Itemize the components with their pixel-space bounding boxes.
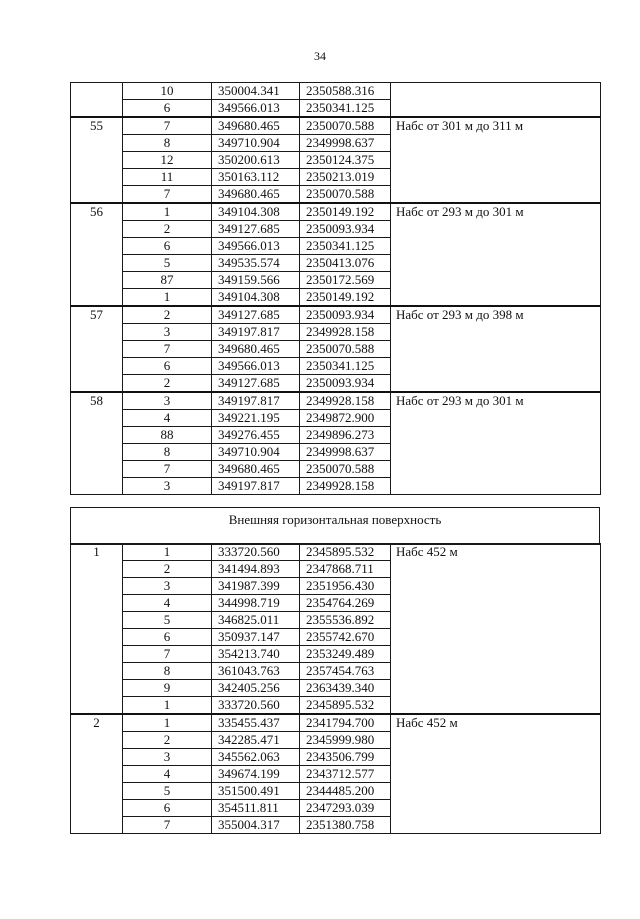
x-coordinate: 349680.465 [212,461,300,478]
x-coordinate: 342285.471 [212,732,300,749]
y-coordinate: 2350070.588 [300,117,391,135]
x-coordinate: 349680.465 [212,186,300,204]
y-coordinate: 2357454.763 [300,663,391,680]
point-number: 3 [123,478,212,495]
y-coordinate: 2350070.588 [300,341,391,358]
zone-number [71,83,123,118]
x-coordinate: 349104.308 [212,289,300,307]
point-number: 5 [123,255,212,272]
x-coordinate: 349710.904 [212,444,300,461]
y-coordinate: 2350172.569 [300,272,391,289]
point-number: 2 [123,306,212,324]
x-coordinate: 349680.465 [212,341,300,358]
x-coordinate: 344998.719 [212,595,300,612]
y-coordinate: 2363439.340 [300,680,391,697]
x-coordinate: 345562.063 [212,749,300,766]
point-number: 6 [123,238,212,255]
point-number: 2 [123,221,212,238]
y-coordinate: 2349998.637 [300,444,391,461]
point-number: 1 [123,203,212,221]
y-coordinate: 2354764.269 [300,595,391,612]
y-coordinate: 2350070.588 [300,461,391,478]
y-coordinate: 2350149.192 [300,289,391,307]
x-coordinate: 355004.317 [212,817,300,834]
x-coordinate: 333720.560 [212,697,300,715]
y-coordinate: 2350093.934 [300,221,391,238]
y-coordinate: 2345895.532 [300,697,391,715]
point-number: 4 [123,766,212,783]
y-coordinate: 2350341.125 [300,358,391,375]
point-number: 5 [123,783,212,800]
zone-number: 55 [71,117,123,203]
point-number: 1 [123,714,212,732]
y-coordinate: 2350070.588 [300,186,391,204]
point-number: 12 [123,152,212,169]
point-number: 2 [123,375,212,393]
height-note: Набс от 293 м до 301 м [391,392,601,495]
point-number: 8 [123,135,212,152]
y-coordinate: 2349998.637 [300,135,391,152]
x-coordinate: 349674.199 [212,766,300,783]
y-coordinate: 2350093.934 [300,306,391,324]
height-note: Набс 452 м [391,714,601,834]
point-number: 5 [123,612,212,629]
table-row [71,203,601,221]
y-coordinate: 2349928.158 [300,478,391,495]
point-number: 88 [123,427,212,444]
table1-body [71,83,601,495]
point-number: 7 [123,817,212,834]
height-note: Набс от 301 м до 311 м [391,117,601,203]
y-coordinate: 2343506.799 [300,749,391,766]
point-number: 3 [123,749,212,766]
point-number: 9 [123,680,212,697]
x-coordinate: 349221.195 [212,410,300,427]
x-coordinate: 351500.491 [212,783,300,800]
table-row [71,117,601,135]
x-coordinate: 349276.455 [212,427,300,444]
y-coordinate: 2349928.158 [300,324,391,341]
point-number: 6 [123,100,212,118]
point-number: 1 [123,697,212,715]
y-coordinate: 2350149.192 [300,203,391,221]
x-coordinate: 349535.574 [212,255,300,272]
x-coordinate: 354213.740 [212,646,300,663]
y-coordinate: 2355742.670 [300,629,391,646]
point-number: 1 [123,289,212,307]
height-note: Набс 452 м [391,544,601,715]
point-number: 7 [123,341,212,358]
x-coordinate: 346825.011 [212,612,300,629]
section-heading: Внешняя горизонтальная поверхность [70,507,600,545]
x-coordinate: 350163.112 [212,169,300,186]
table-row [71,306,601,324]
y-coordinate: 2343712.577 [300,766,391,783]
point-number: 2 [123,561,212,578]
x-coordinate: 349566.013 [212,358,300,375]
x-coordinate: 349197.817 [212,478,300,495]
x-coordinate: 350200.613 [212,152,300,169]
zone-number: 57 [71,306,123,392]
zone-number: 2 [71,714,123,834]
y-coordinate: 2347293.039 [300,800,391,817]
y-coordinate: 2349928.158 [300,392,391,410]
table-row [71,714,601,732]
point-number: 3 [123,392,212,410]
y-coordinate: 2350093.934 [300,375,391,393]
x-coordinate: 349197.817 [212,392,300,410]
point-number: 7 [123,186,212,204]
y-coordinate: 2350413.076 [300,255,391,272]
point-number: 7 [123,646,212,663]
x-coordinate: 349127.685 [212,306,300,324]
point-number: 7 [123,117,212,135]
table-row [71,392,601,410]
y-coordinate: 2351956.430 [300,578,391,595]
x-coordinate: 350937.147 [212,629,300,646]
table2-body [71,544,601,834]
x-coordinate: 349680.465 [212,117,300,135]
table-row [71,83,601,100]
x-coordinate: 349197.817 [212,324,300,341]
zone-number: 58 [71,392,123,495]
point-number: 7 [123,461,212,478]
x-coordinate: 349710.904 [212,135,300,152]
y-coordinate: 2341794.700 [300,714,391,732]
x-coordinate: 350004.341 [212,83,300,100]
point-number: 8 [123,663,212,680]
zone-number: 1 [71,544,123,715]
point-number: 1 [123,544,212,561]
point-number: 6 [123,358,212,375]
x-coordinate: 342405.256 [212,680,300,697]
x-coordinate: 349159.566 [212,272,300,289]
y-coordinate: 2345999.980 [300,732,391,749]
x-coordinate: 349127.685 [212,221,300,238]
y-coordinate: 2350124.375 [300,152,391,169]
x-coordinate: 349127.685 [212,375,300,393]
x-coordinate: 341494.893 [212,561,300,578]
point-number: 3 [123,578,212,595]
y-coordinate: 2350588.316 [300,83,391,100]
x-coordinate: 333720.560 [212,544,300,561]
table-row [71,544,601,561]
x-coordinate: 354511.811 [212,800,300,817]
point-number: 4 [123,595,212,612]
y-coordinate: 2355536.892 [300,612,391,629]
height-note [391,83,601,118]
x-coordinate: 349566.013 [212,238,300,255]
y-coordinate: 2350341.125 [300,100,391,118]
y-coordinate: 2351380.758 [300,817,391,834]
y-coordinate: 2350213.019 [300,169,391,186]
y-coordinate: 2353249.489 [300,646,391,663]
page-number: 34 [314,49,326,63]
height-note: Набс от 293 м до 301 м [391,203,601,306]
y-coordinate: 2344485.200 [300,783,391,800]
point-number: 87 [123,272,212,289]
point-number: 11 [123,169,212,186]
y-coordinate: 2349896.273 [300,427,391,444]
zone-number: 56 [71,203,123,306]
point-number: 2 [123,732,212,749]
point-number: 3 [123,324,212,341]
y-coordinate: 2347868.711 [300,561,391,578]
point-number: 10 [123,83,212,100]
point-number: 4 [123,410,212,427]
coordinates-table-outer-horizontal-surface [70,543,601,834]
point-number: 8 [123,444,212,461]
coordinates-table-zones-55-58 [70,82,601,495]
x-coordinate: 361043.763 [212,663,300,680]
y-coordinate: 2349872.900 [300,410,391,427]
x-coordinate: 349566.013 [212,100,300,118]
x-coordinate: 349104.308 [212,203,300,221]
x-coordinate: 341987.399 [212,578,300,595]
y-coordinate: 2345895.532 [300,544,391,561]
y-coordinate: 2350341.125 [300,238,391,255]
x-coordinate: 335455.437 [212,714,300,732]
height-note: Набс от 293 м до 398 м [391,306,601,392]
point-number: 6 [123,629,212,646]
point-number: 6 [123,800,212,817]
